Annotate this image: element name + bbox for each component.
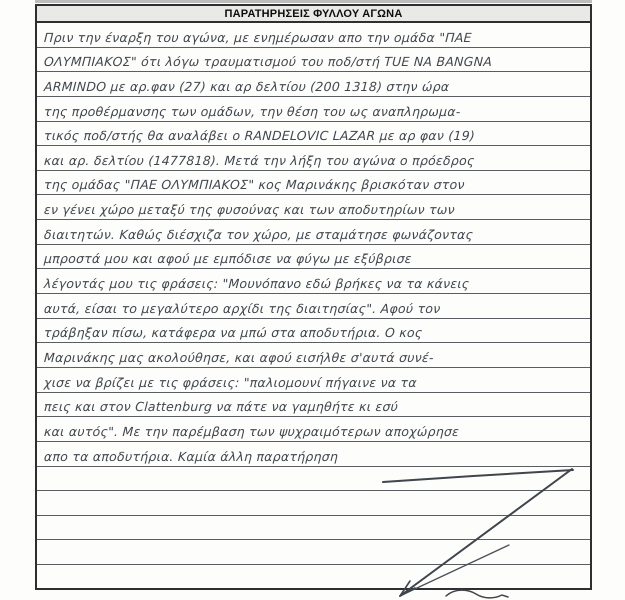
report-line: και αρ. δελτίου (1477818). Μετά την λήξη του αγώνα ο πρόεδρος xyxy=(37,146,590,171)
report-line: τικός ποδ/στής θα αναλάβει ο RANDELOVIC LAZAR με αρ φαν (19) xyxy=(37,122,590,147)
report-line: εν γένει χώρο μεταξύ της φυσούνας και των αποδυτηρίων των xyxy=(37,195,590,220)
empty-ruled-line xyxy=(37,516,590,541)
report-line: ΟΛΥΜΠΙΑΚΟΣ" ότι λόγω τραυματισμού του ποδ/στή TUE NA BANGNA xyxy=(37,48,590,73)
report-line: λέγοντάς μου τις φράσεις: "Μουνόπανο εδώ βρήκες να τα κάνεις xyxy=(37,269,590,294)
report-line: της προθέρμανσης των ομάδων, την θέση του ως αναπληρωμα- xyxy=(37,97,590,122)
report-line: χισε να βρίζει με τις φράσεις: "παλιομουνί πήγαινε να τα xyxy=(37,368,590,393)
report-line: διαιτητών. Καθώς διέσχιζα τον χώρο, με σταμάτησε φωνάζοντας xyxy=(37,220,590,245)
report-line: Μαρινάκης μας ακολούθησε, και αφού εισήλθε σ'αυτά συνέ- xyxy=(37,343,590,368)
report-line: απο τα αποδυτήρια. Καμία άλλη παρατήρηση xyxy=(37,442,590,467)
report-line: και αυτός". Με την παρέμβαση των ψυχραιμότερων αποχώρησε xyxy=(37,417,590,442)
observations-sheet xyxy=(35,23,592,590)
report-line: Πριν την έναρξη του αγώνα, με ενημέρωσαν απο την ομάδα "ΠΑΕ xyxy=(37,23,590,48)
empty-ruled-line xyxy=(37,467,590,492)
report-line: πεις και στον Clattenburg να πάτε να γαμηθήτε κι εσύ xyxy=(37,393,590,418)
report-line: της ομάδας "ΠΑΕ ΟΛΥΜΠΙΑΚΟΣ" κος Μαρινάκης βρισκόταν στον xyxy=(37,171,590,196)
signature-scribble xyxy=(446,590,508,598)
empty-ruled-line xyxy=(37,491,590,516)
report-line: τράβηξαν πίσω, κατάφερα να μπώ στα αποδυτήρια. Ο κος xyxy=(37,319,590,344)
scan-edge-strip xyxy=(35,0,592,3)
page-title: ΠΑΡΑΤΗΡΗΣΕΙΣ ΦΥΛΛΟΥ ΑΓΩΝΑ xyxy=(224,7,403,20)
empty-ruled-line xyxy=(37,565,590,590)
empty-ruled-line xyxy=(37,540,590,565)
report-line: ARMINDO με αρ.φαν (27) και αρ δελτίου (200 1318) στην ώρα xyxy=(37,72,590,97)
report-header xyxy=(35,4,592,23)
report-line: αυτά, είσαι το μεγαλύτερο αρχίδι της διαιτησίας". Αφού τον xyxy=(37,294,590,319)
report-line: μπροστά μου και αφού με εμπόδισε να φύγω με εξύβρισε xyxy=(37,245,590,270)
